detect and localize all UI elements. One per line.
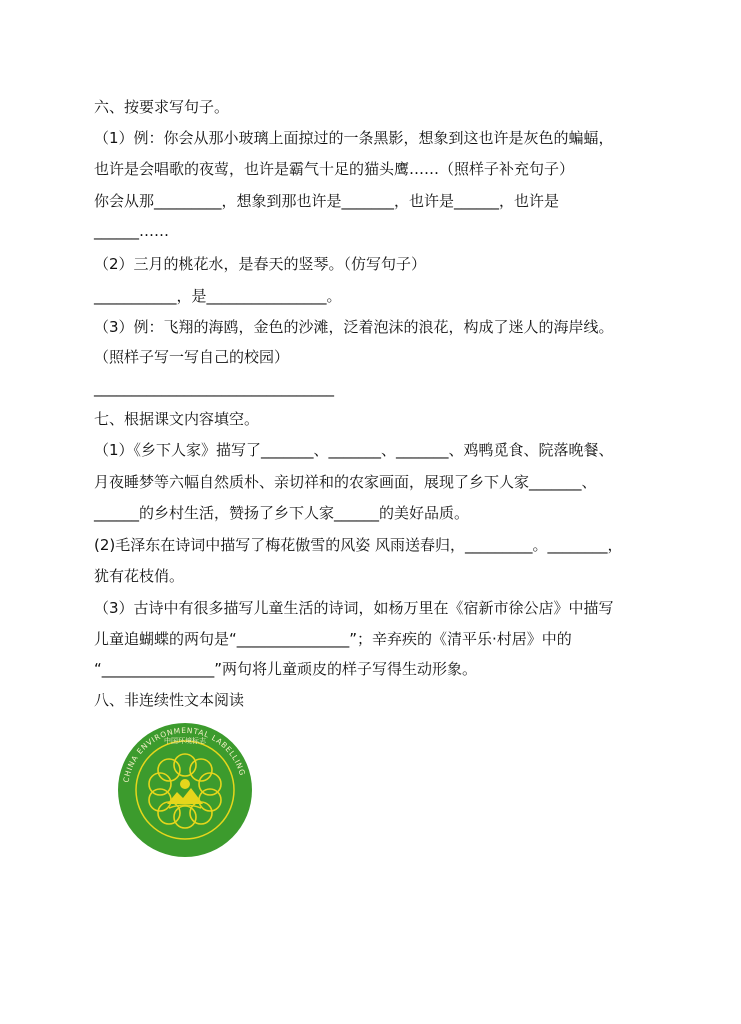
- fill-blank-line: ______……: [94, 222, 169, 240]
- question-text: (2)毛泽东在诗词中描写了梅花傲雪的风姿 风雨送春归，_________。________，: [94, 536, 623, 554]
- question-text: （3）古诗中有很多描写儿童生活的诗词，如杨万里在《宿新市徐公店》中描写: [94, 599, 614, 617]
- logo-top-text: 中国环境标志: [164, 737, 206, 745]
- question-text: （2）三月的桃花水，是春天的竖琴。（仿写句子）: [94, 255, 427, 273]
- question-text: （1）《乡下人家》描写了_______、_______、_______、鸡鸭觅食、院落晚餐、: [94, 441, 614, 459]
- question-text: 儿童追蝴蝶的两句是“_______________”；辛弃疾的《清平乐·村居》中的: [94, 630, 572, 648]
- fill-blank-line: ___________，是________________。: [94, 287, 342, 305]
- question-text: （3）例：飞翔的海鸥，金色的沙滩，泛着泡沫的浪花，构成了迷人的海岸线。: [94, 318, 614, 336]
- question-text: （照样子写一写自己的校园）: [94, 348, 290, 366]
- section-eight-heading: 八、非连续性文本阅读: [94, 691, 245, 709]
- question-text: （1）例：你会从那小玻璃上面掠过的一条黑影，想象到这也许是灰色的蝙蝠，: [94, 129, 614, 147]
- question-text: 犹有花枝俏。: [94, 567, 185, 585]
- question-text: ______的乡村生活，赞扬了乡下人家______的美好品质。: [94, 504, 470, 522]
- logo-sun: [180, 779, 190, 789]
- fill-blank-line: 你会从那_________，想象到那也许是_______，也许是______，也许是: [94, 192, 560, 210]
- answer-line: ________________________________: [94, 379, 334, 397]
- question-text: 也许是会唱歌的夜莺，也许是霸气十足的猫头鹰……（照样子补充句子）: [94, 160, 575, 178]
- section-six-heading: 六、按要求写句子。: [94, 98, 230, 116]
- question-text: 月夜睡梦等六幅自然质朴、亲切祥和的农家画面，展现了乡下人家_______、: [94, 473, 597, 491]
- logo-ring-text: CHINA ENVIRONMENTAL LABELLING: [121, 725, 248, 784]
- question-text: “_______________”两句将儿童顽皮的样子写得生动形象。: [94, 660, 478, 678]
- section-seven-heading: 七、根据课文内容填空。: [94, 410, 260, 428]
- china-environmental-label-logo: [117, 722, 253, 858]
